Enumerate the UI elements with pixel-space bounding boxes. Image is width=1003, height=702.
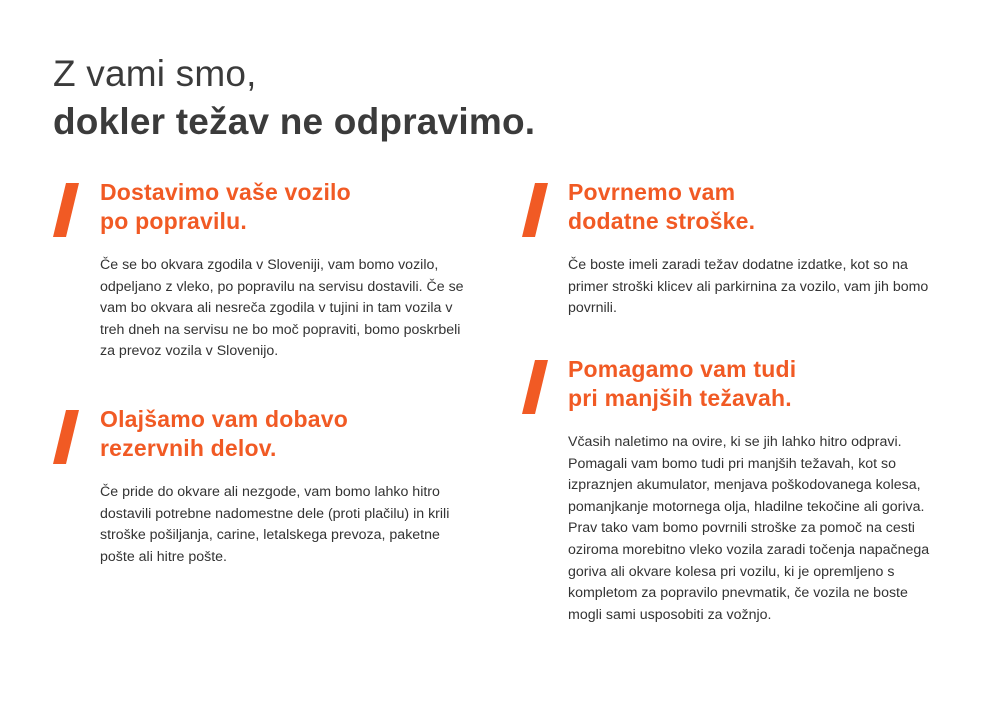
- section-title: Dostavimo vaše vozilo po popravilu.: [100, 179, 351, 234]
- section-body: Če boste imeli zaradi težav dodatne izdatke, kot so na primer stroški klicev ali parkirnina za vozilo, vam jih bomo povrnili.: [568, 257, 929, 317]
- slash-accent-icon: [522, 183, 550, 237]
- slash-accent-icon: [53, 183, 81, 237]
- slash-accent-icon: [53, 410, 81, 464]
- section-title: Olajšamo vam dobavo rezervnih delov.: [100, 406, 348, 461]
- headline-line-2: dokler težav ne odpravimo.: [53, 101, 536, 142]
- section-title: Povrnemo vam dodatne stroške.: [568, 179, 756, 234]
- slash-accent-icon: [522, 360, 550, 414]
- section-body: Včasih naletimo na ovire, ki se jih lahko hitro odpravi. Pomagali vam bomo tudi pri manjših težavah, kot so izpraznjen akumulator, menjava poškodovanega kolesa, pomanjkanje motornega olja, hladilne tekočine ali goriva. Prav tako vam bomo povrnili stroške za pomoč na cesti oziroma morebitno vleko vozila zaradi točenja napačnega goriva ali okvare kolesa pri vozilu, ki je opremljeno s kompletom za popravilo pnevmatik, če vozila ne boste mogli sami usposobiti za vožnjo.: [568, 434, 930, 623]
- headline-line-1: Z vami smo,: [53, 53, 257, 94]
- section-body: Če se bo okvara zgodila v Sloveniji, vam bomo vozilo, odpeljano z vleko, po popravilu na servisu dostavili. Če se vam bo okvara ali nesreča zgodila v tujini in tam vozila v treh dneh na servisu ne bo moč popraviti, bomo poskrbeli za prevoz vozila v Slovenijo.: [100, 257, 464, 360]
- page-headline: [53, 50, 535, 146]
- section-body: Če pride do okvare ali nezgode, vam bomo lahko hitro dostavili potrebne nadomestne dele (proti plačilu) in krili stroške pošiljanja, carine, letalskega prevoza, paketne pošte ali hitre pošte.: [100, 484, 450, 565]
- section-title: Pomagamo vam tudi pri manjših težavah.: [568, 356, 797, 411]
